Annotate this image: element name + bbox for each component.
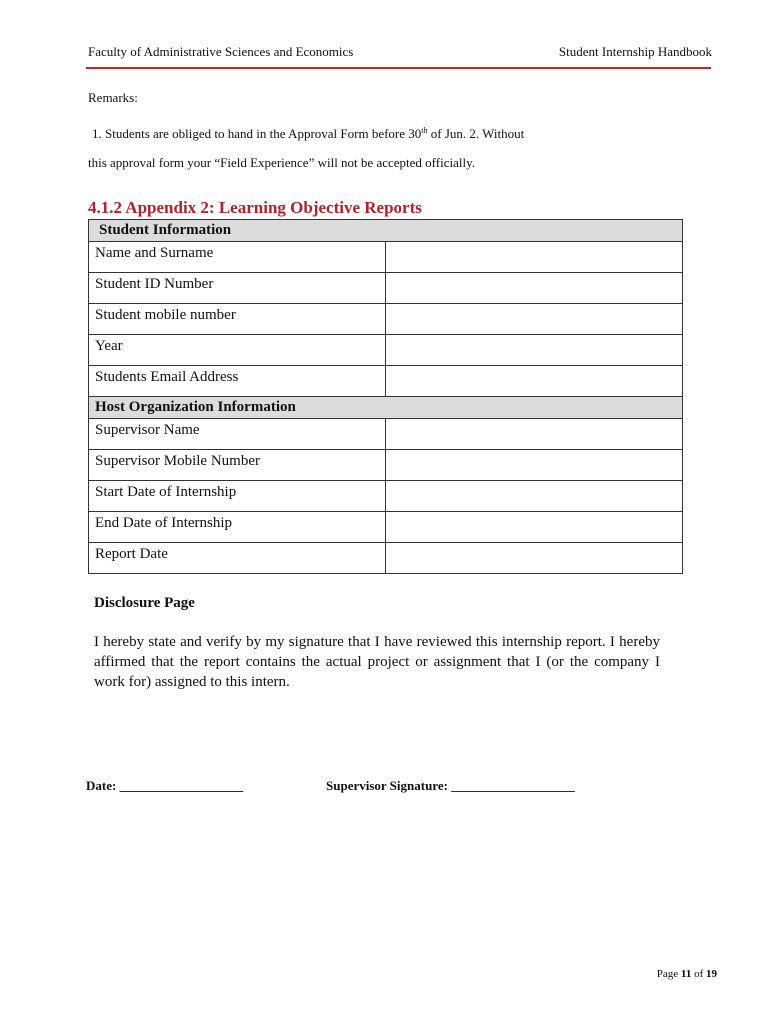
internship-end-date-field[interactable] xyxy=(386,512,683,543)
field-label: Supervisor Mobile Number xyxy=(89,450,386,481)
supervisor-mobile-field[interactable] xyxy=(386,450,683,481)
report-date-field[interactable] xyxy=(386,543,683,574)
table-row xyxy=(89,335,683,366)
remarks-superscript: th xyxy=(421,126,428,135)
remarks-line-2: this approval form your “Field Experience” will not be accepted officially. xyxy=(88,155,475,170)
remarks-label: Remarks: xyxy=(88,90,138,105)
header-divider xyxy=(86,67,711,69)
field-label: Student mobile number xyxy=(89,304,386,335)
remarks-line-1 xyxy=(92,126,524,142)
field-label: End Date of Internship xyxy=(89,512,386,543)
table-row xyxy=(89,512,683,543)
year-field[interactable] xyxy=(386,335,683,366)
field-label: Report Date xyxy=(89,543,386,574)
page-prefix: Page xyxy=(656,968,681,980)
student-info-header-row xyxy=(89,220,683,242)
table-row xyxy=(89,481,683,512)
page-current: 11 xyxy=(680,968,692,980)
supervisor-name-field[interactable] xyxy=(386,419,683,450)
host-info-header-row xyxy=(89,397,683,419)
remarks-line-1-end: of Jun. 2. Without xyxy=(427,126,525,141)
name-surname-field[interactable] xyxy=(386,242,683,273)
field-label: Supervisor Name xyxy=(89,419,386,450)
table-row xyxy=(89,543,683,574)
field-label: Student ID Number xyxy=(89,273,386,304)
internship-start-date-field[interactable] xyxy=(386,481,683,512)
page-separator: of xyxy=(691,968,706,980)
table-row xyxy=(89,273,683,304)
student-info-heading: Student Information xyxy=(89,220,683,242)
student-email-field[interactable] xyxy=(386,366,683,397)
page-number xyxy=(657,968,717,980)
header-handbook-title: Student Internship Handbook xyxy=(558,44,712,59)
field-label: Start Date of Internship xyxy=(89,481,386,512)
header-faculty: Faculty of Administrative Sciences and Economics xyxy=(88,44,354,59)
student-mobile-field[interactable] xyxy=(386,304,683,335)
student-id-field[interactable] xyxy=(386,273,683,304)
disclosure-statement: I hereby state and verify by my signature that I have reviewed this internship report. I hereby affirmed that the report contains the actual project or assignment that I (or the company I work for) assigned to this intern. xyxy=(94,634,660,690)
page-total: 19 xyxy=(706,968,717,980)
field-label: Name and Surname xyxy=(89,242,386,273)
field-label: Year xyxy=(89,335,386,366)
table-row xyxy=(89,366,683,397)
remarks-line-1-start: 1. Students are obliged to hand in the Approval Form before 30 xyxy=(92,126,422,141)
disclosure-title: Disclosure Page xyxy=(94,595,195,611)
section-title: 4.1.2 Appendix 2: Learning Objective Reports xyxy=(88,198,422,217)
table-row xyxy=(89,450,683,481)
table-row xyxy=(89,419,683,450)
field-label: Students Email Address xyxy=(89,366,386,397)
host-info-heading: Host Organization Information xyxy=(89,397,683,419)
date-signature-line[interactable]: Date: ___________________ xyxy=(86,778,244,793)
table-row xyxy=(89,242,683,273)
table-row xyxy=(89,304,683,335)
supervisor-signature-line[interactable]: Supervisor Signature: ___________________ xyxy=(326,778,575,793)
learning-objective-report-table xyxy=(88,219,683,574)
